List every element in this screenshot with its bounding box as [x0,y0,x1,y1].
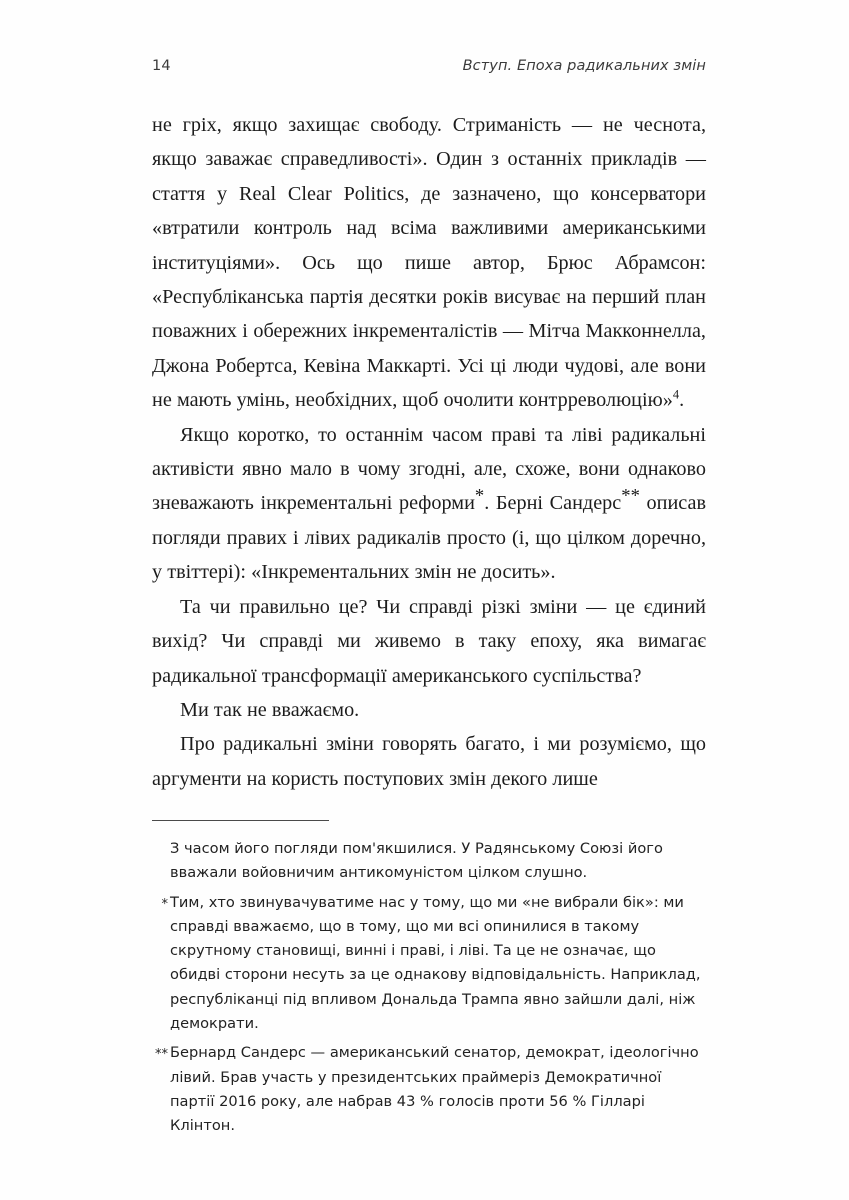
footnote-reference-asterisk[interactable]: * [474,485,485,507]
footnote-marker: * [161,896,168,912]
footnote-text: Тим, хто звинувачуватиме нас у тому, що ми «не вибрали бік»: ми справді вважаємо, що в тому, що ми всі опинилися в такому скрутному становищі, винні і праві, і ліві. Та це не означає, що обидві сторони несуть за це однакову відповідальність. Наприклад, республіканці під впливом Дональда Трампа явно зайшли далі, ніж демократи. [170,893,701,1033]
footnote-marker: ** [154,1047,168,1063]
paragraph-1-text: не гріх, якщо захищає свободу. Стриманість — не чеснота, якщо заважає справедливості». Один з останніх прикладів — стаття у Real Clear Politics, де зазначено, що консерватори «втратили контроль над всіма важливими американськими інституціями». Ось що пише автор, Брюс Абрамсон: «Республіканська партія десятки років висуває на перший план поважних і обережних інкременталістів — Мітча Макконнелла, Джона Робертса, Кевіна Маккарті. Усі ці люди чудові, але вони не мають умінь, необхідних, щоб очолити контрреволюцію» [152,114,706,412]
footnote-reference-double-asterisk[interactable]: ** [621,485,640,507]
paragraph-2-segment-1: Якщо коротко, то останнім часом праві та ліві радикальні активісти явно мало в чому згодні, але, схоже, вони однаково зневажають інкрементальні реформи [152,423,706,515]
footnote-text: З часом його погляди пом'якшилися. У Радянському Союзі його вважали войовничим антикомуністом цілком слушно. [170,840,663,882]
paragraph-5: Про радикальні зміни говорять багато, і ми розуміємо, що аргументи на користь поступових змін декого лише [152,733,706,790]
footnote-item [152,837,706,886]
paragraph-1 [152,108,706,418]
footnote-reference-4[interactable]: 4 [672,387,680,402]
body-text [152,108,706,796]
running-head: Вступ. Епоха радикальних змін [462,58,706,74]
footnote-item [152,891,706,1037]
paragraph-3: Та чи правильно це? Чи справді різкі зміни — це єдиний вихід? Чи справді ми живемо в таку епоху, яка вимагає радикальної трансформації американського суспільства? [152,595,706,687]
paragraph-2-segment-3: описав погляди правих і лівих радикалів просто (і, що цілком доречно, у твіттері): «Інкрементальних змін не досить». [152,492,706,584]
paragraph-2-segment-2: . Берні Сандерс [484,492,622,515]
paragraph-1-tail: . [679,389,685,412]
footnote-separator-rule [152,820,329,821]
paragraph-4: Ми так не вважаємо. [180,698,360,721]
footnote-text: Бернард Сандерс — американський сенатор, демократ, ідеологічно лівий. Брав участь у президентських праймеріз Демократичної партії 2016 року, але набрав 43 % голосів проти 56 % Гілларі Клінтон. [170,1044,699,1135]
paragraph-2 [152,418,706,590]
footnote-section [152,820,706,1144]
page-number: 14 [152,58,171,74]
page-header [152,58,706,74]
footnote-item [152,1041,706,1138]
